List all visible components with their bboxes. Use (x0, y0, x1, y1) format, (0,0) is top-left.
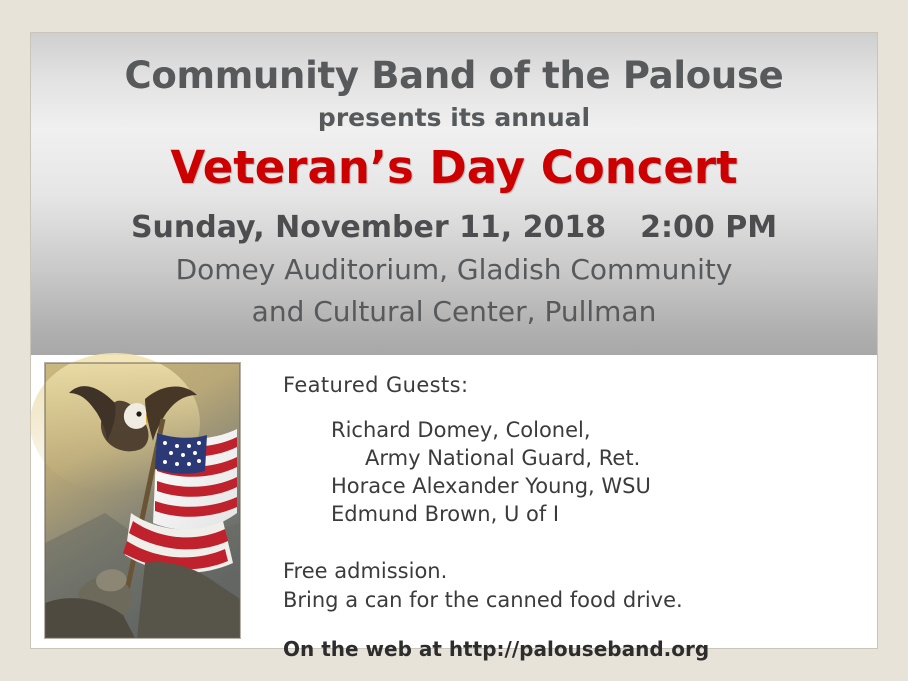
list-item: Army National Guard, Ret. (365, 445, 641, 470)
eagle-and-american-flag-painting (45, 363, 240, 638)
concert-title: Veteran’s Day Concert (170, 141, 738, 195)
featured-guests-label: Featured Guests: (283, 373, 469, 397)
poster-header (31, 33, 877, 355)
admission-line-1: Free admission. (283, 558, 448, 583)
venue-line-2: and Cultural Center, Pullman (251, 295, 657, 329)
presents-line: presents its annual (317, 102, 591, 132)
poster-details (283, 373, 859, 661)
band-name: Community Band of the Palouse (124, 54, 784, 97)
featured-guests-list (331, 417, 859, 529)
list-item: Richard Domey, Colonel, (331, 418, 591, 442)
admission-info (283, 557, 859, 616)
poster-body (31, 355, 877, 662)
concert-time: 2:00 PM (640, 210, 778, 246)
website-line: On the web at http://palouseband.org (283, 637, 710, 662)
concert-poster (30, 32, 878, 662)
list-item: Horace Alexander Young, WSU (331, 473, 651, 498)
date-time-line (31, 210, 877, 246)
admission-line-2: Bring a can for the canned food drive. (283, 588, 683, 613)
venue-line-1: Domey Auditorium, Gladish Community (175, 253, 733, 287)
list-item: Edmund Brown, U of I (331, 501, 560, 526)
concert-date: Sunday, November 11, 2018 (130, 210, 607, 246)
